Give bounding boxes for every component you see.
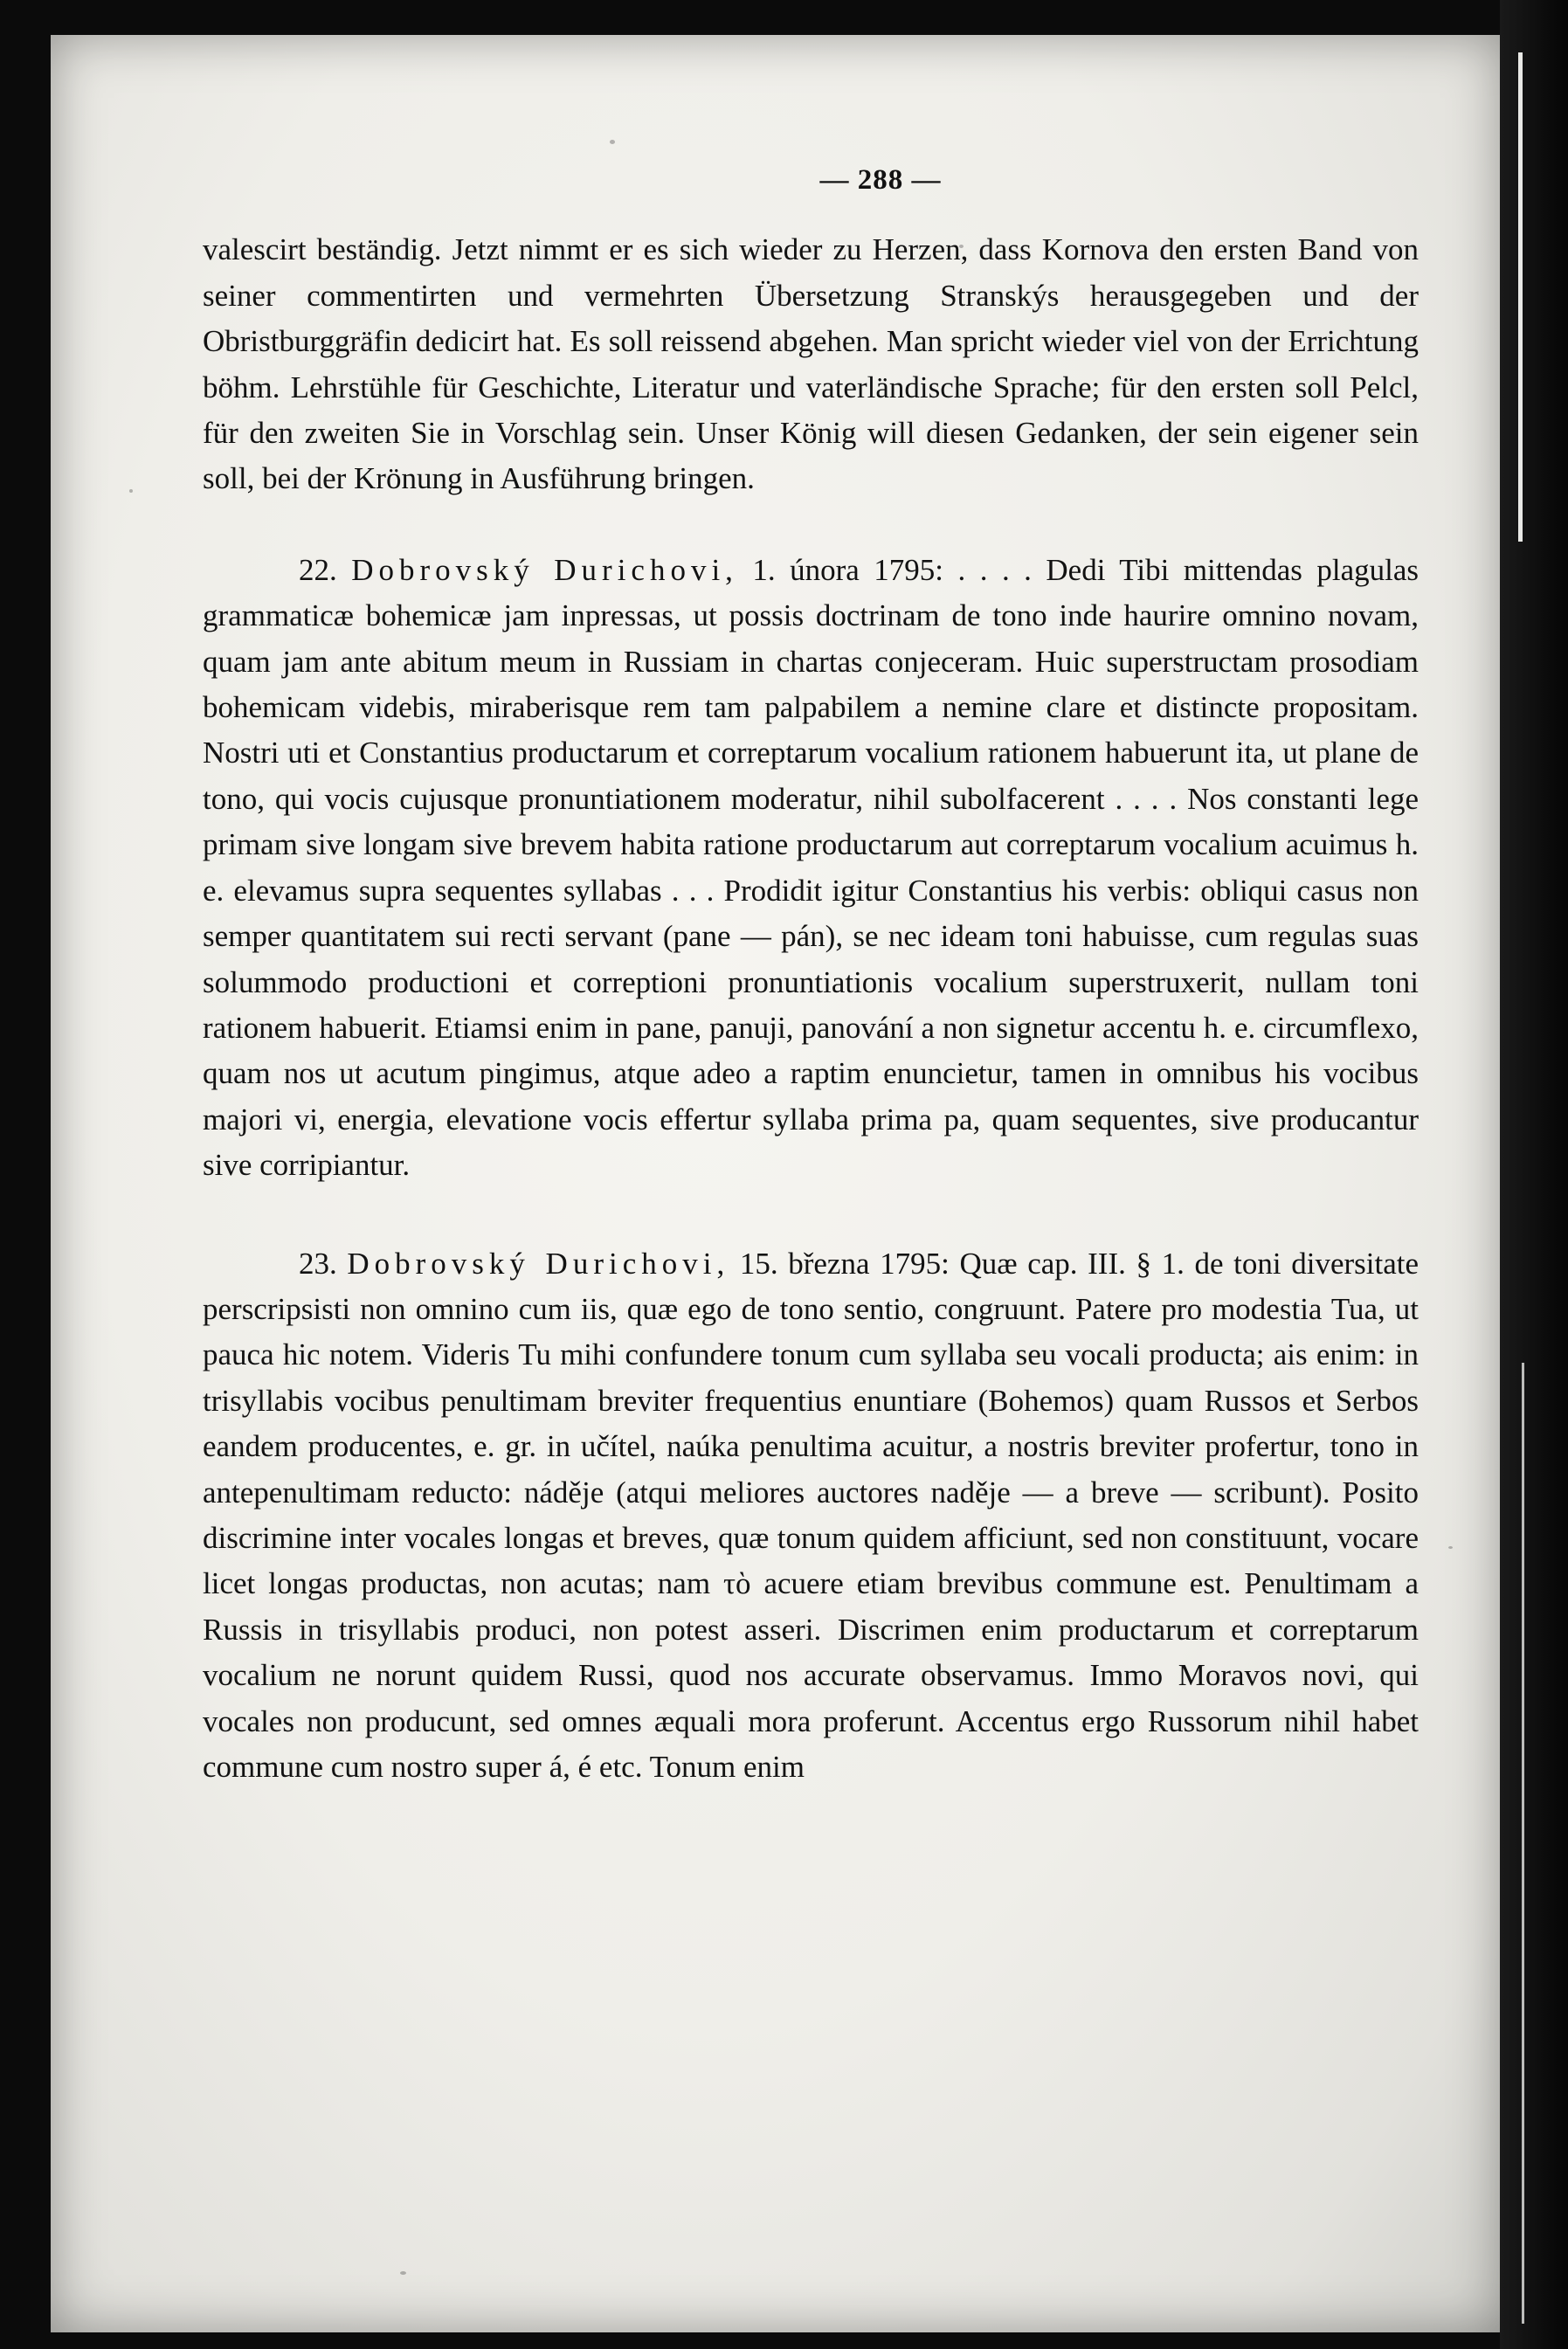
page-edge-line (1518, 52, 1523, 542)
letter-number: 22. (299, 552, 337, 587)
letter-text: . . . . Dedi Tibi mittendas plagulas grammaticæ bohemicæ jam inpressas, ut possis doctrinam de tono inde haurire omnino novam, quam jam ante abitum meum in Russiam in chartas conjeceram. Huic superstructam prosodiam bohemicam videbis, miraberisque rem tam palpabilem a nemine clare et distincte propositam. Nostri uti et Constantius productarum et correptarum vocalium rationem habuerunt ita, ut plane de tono, qui vocis cujusque pronuntiationem moderatur, nihil subolfacerent . . . . Nos constanti lege primam sive longam sive brevem habita ratione productarum aut correptarum vocalium acuimus h. e. elevamus supra sequentes syllabas . . . Prodidit igitur Constantius his verbis: obliqui casus non semper quantitatem sui recti servant (pane — pán), se nec ideam toni habuisse, cum regulas suas solummodo productioni et correptioni pronuntiationis vocalium superstruxerit, nullam toni rationem habuerit. Etiamsi enim in pane, panuji, panování a non signetur accentu h. e. circumflexo, quam nos ut acutum pingimus, atque adeo a raptim enuncietur, tamen in omnibus his vocibus majori vi, energia, elevatione vocis effertur syllaba prima pa, quam sequentes, sive producantur sive corripiantur. (203, 552, 1419, 1183)
letter-text: Quæ cap. III. § 1. de toni diversitate perscripsisti non omnino cum iis, quæ ego de tono sentio, congruunt. Patere pro modestia Tua, ut pauca hic notem. Videris Tu mihi confundere tonum cum syllaba seu vocali producta; ais enim: in trisyllabis vocibus penultimam breviter frequentius enuntiare (Bohemos) quam Russos et Serbos eandem producentes, e. gr. in učítel, naúka penultima acuitur, a nostris breviter profertur, tono in antepenultimam reducto: náděje (atqui meliores auctores naděje — a breve — scribunt). Posito discrimine inter vocales longas et breves, quæ tonum quidem afficiunt, sed non constituunt, vocare licet longas productas, non acutas; nam τὸ acuere etiam brevibus commune est. Penultimam a Russis in trisyllabis produci, non potest asseri. Discrimen enim productarum et correptarum vocalium ne norunt quidem Russi, quod nos accurate observamus. Immo Moravos novi, qui vocales non producunt, sed omnes æquali mora proferunt. Accentus ergo Russorum nihil habet commune cum nostro super á, é etc. Tonum enim (203, 1246, 1419, 1784)
letter-date: 15. března 1795: (739, 1246, 950, 1281)
letter-23 (203, 1241, 1419, 1791)
letter-author: Dobrovský Durichovi, (351, 552, 738, 587)
letter-number: 23. (299, 1246, 337, 1281)
letter-22 (203, 548, 1419, 1189)
page-edge-line-lower (1522, 1363, 1524, 2324)
scan-edge (1500, 0, 1568, 2349)
letter-author: Dobrovský Durichovi, (347, 1246, 730, 1281)
paragraph-continuation: valescirt beständig. Jetzt nimmt er es sich wieder zu Herzen, dass Kornova den ersten Band von seiner commentirten und vermehrten Übersetzung Stranskýs herausgegeben und der Obristburggräfin dedicirt hat. Es soll reissend abgehen. Man spricht wieder viel von der Errichtung böhm. Lehrstühle für Geschichte, Literatur und vaterländische Sprache; für den ersten soll Pelcl, für den zweiten Sie in Vorschlag sein. Unser König will diesen Gedanken, der sein eigener sein soll, bei der Krönung in Ausführung bringen. (203, 232, 1419, 496)
page-number: — 288 — (819, 164, 942, 196)
page-body (203, 157, 1419, 1790)
letter-date: 1. února 1795: (752, 552, 944, 587)
